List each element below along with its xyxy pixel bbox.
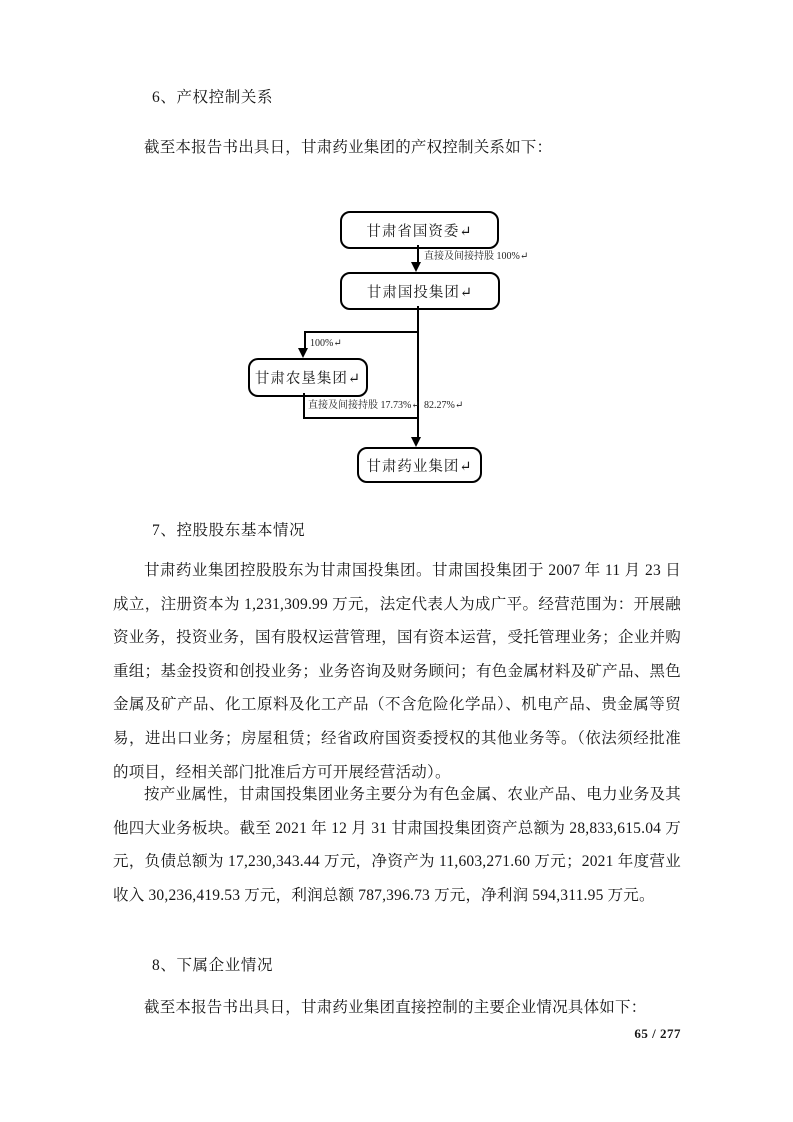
connector-sasac-to-guotou xyxy=(417,245,419,263)
arrow-down-icon xyxy=(411,437,421,447)
node-label-gansu-nongken-group: 甘肃农垦集团↵ xyxy=(254,371,362,387)
section-heading-6: 6、产权控制关系 xyxy=(152,89,274,106)
arrow-down-icon xyxy=(411,262,421,272)
node-label-gansu-guotou-group: 甘肃国投集团↵ xyxy=(366,284,474,301)
arrow-down-icon xyxy=(298,348,308,358)
diagram-node-gansu-nongken-group xyxy=(248,358,368,397)
section7-paragraph-2: 按产业属性，甘肃国投集团业务主要分为有色金属、农业产品、电力业务及其他四大业务板块。截至 2021 年 12 月 31 甘肃国投集团资产总额为 28,833,615.04 万元，负债总额为 17,230,343.44 万元，净资产为 11,603,271.60 万元；2021 年度营业收入 30,236,419.53 万元，利润总额 787,396.73 万元，净利润 594,311.95 万元。 xyxy=(113,786,681,904)
edge-label-nongken-to-yaoye: 直接及间接持股 17.73%↵ xyxy=(308,400,420,411)
page-number: 65 / 277 xyxy=(634,1026,681,1041)
node-label-gansu-yaoye-group: 甘肃药业集团↵ xyxy=(366,458,473,475)
section6-intro-text: 截至本报告书出具日，甘肃药业集团的产权控制关系如下： xyxy=(144,139,553,156)
section8-intro-text: 截至本报告书出具日，甘肃药业集团直接控制的主要企业情况具体如下： xyxy=(144,999,647,1016)
section-heading-7: 7、控股股东基本情况 xyxy=(152,522,306,539)
edge-label-sasac-to-guotou: 直接及间接持股 100%↵ xyxy=(424,251,529,262)
edge-label-guotou-to-yaoye: 82.27%↵ xyxy=(424,400,464,411)
connector-nongken-down xyxy=(303,393,305,419)
section-heading-8: 8、下属企业情况 xyxy=(152,957,274,974)
diagram-node-gansu-yaoye-group xyxy=(357,447,482,483)
diagram-node-gansu-guotou-group xyxy=(340,272,500,310)
connector-branch-horizontal xyxy=(304,331,419,333)
diagram-node-gansu-sasac xyxy=(340,211,499,249)
node-label-gansu-sasac: 甘肃省国资委↵ xyxy=(366,223,473,240)
connector-branch-to-nongken xyxy=(304,331,306,349)
section7-paragraph-1: 甘肃药业集团控股股东为甘肃国投集团。甘肃国投集团于 2007 年 11 月 23 日成立，注册资本为 1,231,309.99 万元，法定代表人为成广平。经营范围为：开展融资业务，投资业务，国有股权运营管理，国有资本运营，受托管理业务；企业并购重组；基金投资和创投业务；业务咨询及财务顾问；有色金属材料及矿产品、黑色金属及矿产品、化工原料及化工产品（不含危险化学品）、机电产品、贵金属等贸易，进出口业务；房屋租赁；经省政府国资委授权的其他业务等。（依法须经批准的项目，经相关部门批准后方可开展经营活动）。 xyxy=(113,562,681,781)
edge-label-guotou-to-nongken: 100%↵ xyxy=(310,338,342,349)
connector-nongken-join xyxy=(303,417,419,419)
equity-control-diagram xyxy=(0,205,793,490)
